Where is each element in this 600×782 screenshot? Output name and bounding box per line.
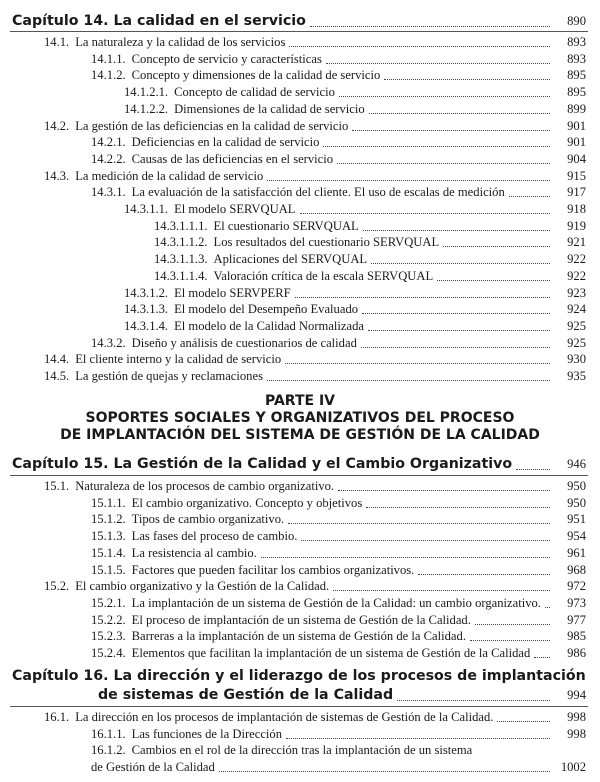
leader-dots	[545, 606, 550, 608]
entry-title: Elementos que facilitan la implantación de un sistema de Gestión de la Calidad	[131, 646, 531, 660]
leader-dots	[363, 229, 550, 231]
leader-dots	[384, 78, 550, 80]
entry-number: 15.1.2.	[91, 512, 126, 527]
entry-label	[44, 478, 334, 495]
entry-title: La implantación de un sistema de Gestión de la Calidad: un cambio organizativo.	[131, 595, 541, 610]
chapter-16-rule	[10, 706, 588, 707]
leader-dots	[301, 539, 550, 541]
leader-dots	[361, 346, 550, 348]
entry-title: Tipos de cambio organizativo.	[131, 512, 285, 527]
entry-number: 14.2.	[44, 118, 70, 133]
entry-number: 15.1.4.	[91, 545, 126, 560]
entry-title: Los resultados del cuestionario SERVQUAL	[213, 235, 440, 250]
toc-entry[interactable]	[0, 234, 600, 251]
entry-page: 951	[567, 512, 586, 527]
entry-number: 15.2.	[44, 579, 70, 594]
chapter-14-rule	[10, 31, 588, 32]
entry-label	[91, 184, 505, 201]
leader-dots	[267, 379, 550, 381]
entry-label	[91, 67, 380, 84]
entry-number: 14.3.1.1.2.	[154, 235, 208, 250]
leader-dots	[288, 522, 550, 524]
entry-title: El cambio organizativo. Concepto y objetivos	[131, 495, 363, 510]
entry-number: 16.1.1.	[91, 726, 126, 741]
entry-page: 924	[567, 302, 586, 317]
leader-dots	[516, 468, 550, 470]
entry-number: 14.4.	[44, 352, 70, 367]
chapter-16-heading-line2[interactable]	[0, 686, 600, 705]
entry-title: El proceso de implantación de un sistema de Gestión de la Calidad.	[131, 612, 471, 627]
entry-number: 14.5.	[44, 369, 70, 383]
entry-number: 15.1.	[44, 479, 70, 493]
leader-dots	[285, 362, 550, 364]
entry-number: 14.3.1.1.4.	[154, 268, 208, 283]
entry-page: 895	[567, 85, 586, 100]
entry-label	[44, 578, 329, 595]
entry-label	[91, 612, 471, 629]
entry-label	[91, 595, 541, 612]
chapter-14-heading[interactable]	[0, 12, 600, 31]
entry-title: Cambios en el rol de la dirección tras la implantación de un sistema	[131, 743, 473, 758]
entry-page: 950	[567, 479, 586, 493]
entry-number: 14.3.	[44, 168, 70, 183]
chapter-16-title-line1: Capítulo 16. La dirección y el liderazgo de los procesos de implantación	[12, 668, 586, 684]
entry-title: La gestión de quejas y reclamaciones	[75, 369, 263, 383]
toc-entry[interactable]	[0, 101, 600, 118]
entry-number: 14.3.1.1.3.	[154, 252, 208, 267]
entry-title: Factores que pueden facilitar los cambios organizativos.	[131, 562, 415, 577]
entry-page: 968	[567, 562, 586, 577]
toc-entry[interactable]	[0, 595, 600, 612]
entry-label	[124, 301, 358, 318]
toc-entry[interactable]	[0, 301, 600, 318]
chapter-14-page: 890	[567, 14, 586, 28]
entry-page: 925	[567, 335, 586, 350]
entry-page: 973	[567, 595, 586, 610]
leader-dots	[261, 556, 550, 558]
toc-entry[interactable]	[0, 134, 600, 151]
entry-page: 921	[567, 235, 586, 250]
entry-label	[44, 351, 281, 368]
toc-entry[interactable]	[0, 268, 600, 285]
entry-number: 14.1.1.	[91, 51, 126, 66]
leader-dots	[368, 329, 550, 331]
entry-number: 14.3.1.1.	[124, 202, 169, 216]
entry-number: 15.1.1.	[91, 495, 126, 510]
toc-entry[interactable]	[0, 51, 600, 68]
toc-entry[interactable]	[0, 742, 600, 759]
entry-label	[44, 118, 348, 135]
leader-dots	[369, 112, 550, 114]
entry-title: Barreras a la implantación de un sistema de Gestión de la Calidad.	[131, 629, 466, 644]
entry-label	[154, 268, 433, 285]
entry-label	[154, 234, 439, 251]
chapter-16-heading-line1[interactable]	[0, 667, 600, 686]
leader-dots	[418, 573, 550, 575]
toc-entry[interactable]	[0, 318, 600, 335]
leader-dots	[437, 279, 550, 281]
toc-entry[interactable]	[0, 759, 600, 776]
entry-label	[124, 318, 364, 335]
entry-page: 904	[567, 151, 586, 166]
entry-page: 901	[567, 135, 586, 150]
entry-title: El modelo SERVPERF	[174, 285, 291, 300]
entry-page: 901	[567, 118, 586, 133]
toc-entry[interactable]	[0, 67, 600, 84]
toc-entry[interactable]	[0, 218, 600, 235]
entry-title: de Gestión de la Calidad	[91, 760, 215, 775]
entry-label	[91, 511, 284, 528]
entry-title: La resistencia al cambio.	[131, 545, 257, 560]
toc-entry[interactable]	[0, 562, 600, 579]
entry-title: Dimensiones de la calidad de servicio	[174, 101, 365, 116]
entry-label	[91, 495, 362, 512]
toc-entry[interactable]	[0, 251, 600, 268]
leader-dots	[338, 489, 550, 491]
leader-dots	[267, 179, 550, 181]
entry-page: 919	[567, 218, 586, 233]
toc-entry[interactable]	[0, 201, 600, 218]
entry-page: 986	[567, 646, 586, 660]
entry-title: Aplicaciones del SERVQUAL	[213, 252, 368, 267]
entry-title: El modelo SERVQUAL	[174, 202, 296, 216]
entry-label	[44, 709, 493, 726]
entry-label	[44, 168, 263, 185]
entry-label	[124, 201, 296, 218]
entry-number: 15.1.5.	[91, 562, 126, 577]
entry-title: Causas de las deficiencias en el servicio	[131, 151, 334, 166]
entry-page: 998	[567, 710, 586, 724]
toc-entry[interactable]	[0, 495, 600, 512]
entry-label	[154, 251, 367, 268]
entry-page: 922	[567, 268, 586, 283]
entry-page: 923	[567, 285, 586, 300]
part-iv-title-line2: DE IMPLANTACIÓN DEL SISTEMA DE GESTIÓN DE LA CALIDAD	[60, 427, 540, 443]
entry-label	[91, 645, 530, 662]
entry-number: 14.3.1.2.	[124, 285, 169, 300]
entry-page: 925	[567, 318, 586, 333]
toc-entry[interactable]	[0, 511, 600, 528]
entry-title: El modelo de la Calidad Normalizada	[174, 318, 364, 333]
entry-page: 895	[567, 68, 586, 83]
entry-title: La dirección en los procesos de implantación de sistemas de Gestión de la Calidad.	[75, 710, 494, 724]
entry-label	[91, 51, 322, 68]
entry-title: Valoración crítica de la escala SERVQUAL	[213, 268, 434, 283]
entry-number: 14.1.	[44, 35, 70, 49]
entry-number: 14.3.1.1.1.	[154, 218, 208, 233]
leader-dots	[295, 296, 550, 298]
entry-label	[91, 562, 414, 579]
toc-entry[interactable]	[0, 645, 600, 662]
entry-page: 922	[567, 252, 586, 267]
entry-label	[44, 368, 263, 385]
chapter-16-title-line2: de sistemas de Gestión de la Calidad	[98, 687, 394, 703]
entry-page: 899	[567, 101, 586, 116]
entry-number: 16.1.	[44, 710, 70, 724]
toc-entry[interactable]	[0, 184, 600, 201]
entry-label	[91, 528, 297, 545]
leader-dots	[286, 737, 550, 739]
leader-dots	[323, 145, 550, 147]
entry-page: 985	[567, 629, 586, 644]
leader-dots	[366, 506, 550, 508]
entry-number: 14.3.1.4.	[124, 318, 169, 333]
toc-entry[interactable]	[0, 528, 600, 545]
entry-number: 14.1.2.1.	[124, 85, 169, 100]
entry-number: 14.3.1.	[91, 185, 126, 200]
part-iv-title-line1: SOPORTES SOCIALES Y ORGANIZATIVOS DEL PROCESO	[85, 410, 515, 426]
toc-entry[interactable]	[0, 612, 600, 629]
entry-number: 14.1.2.	[91, 68, 126, 83]
entry-title: Las funciones de la Dirección	[131, 726, 283, 741]
entry-label	[154, 218, 359, 235]
entry-label	[91, 726, 282, 743]
entry-page: 1002	[560, 760, 586, 775]
entry-title: La naturaleza y la calidad de los servicios	[75, 35, 286, 49]
entry-page: 935	[567, 369, 586, 383]
chapter-15-rule	[10, 475, 588, 476]
leader-dots	[289, 45, 550, 47]
entry-number: 15.2.1.	[91, 595, 126, 610]
chapter-14-title: Capítulo 14. La calidad en el servicio	[12, 13, 306, 29]
entry-number: 15.2.2.	[91, 612, 126, 627]
entry-page: 954	[567, 529, 586, 544]
leader-dots	[371, 262, 550, 264]
toc-entry[interactable]	[0, 726, 600, 743]
toc-entry[interactable]	[0, 285, 600, 302]
toc-entry[interactable]	[0, 34, 600, 51]
leader-dots	[326, 62, 550, 64]
entry-number: 15.2.3.	[91, 629, 126, 644]
entry-number: 15.1.3.	[91, 529, 126, 544]
entry-page: 893	[567, 51, 586, 66]
toc-entry[interactable]	[0, 545, 600, 562]
entry-title: Concepto de calidad de servicio	[174, 85, 335, 100]
entry-label	[91, 742, 472, 759]
entry-page: 977	[567, 612, 586, 627]
toc-entry[interactable]	[0, 628, 600, 645]
leader-dots	[300, 212, 550, 214]
leader-dots	[362, 312, 550, 314]
entry-title: Concepto de servicio y características	[131, 51, 322, 66]
entry-title: El cuestionario SERVQUAL	[213, 218, 359, 233]
toc-entry[interactable]	[0, 351, 600, 368]
entry-label	[124, 84, 335, 101]
toc-entry[interactable]	[0, 84, 600, 101]
chapter-16-page: 994	[567, 688, 586, 702]
entry-page: 950	[567, 495, 586, 510]
entry-page: 917	[567, 185, 586, 200]
entry-page: 918	[567, 202, 586, 216]
entry-number: 16.1.2.	[91, 743, 126, 758]
entry-page: 961	[567, 545, 586, 560]
leader-dots	[219, 770, 550, 772]
entry-number: 14.3.1.3.	[124, 302, 169, 317]
entry-page: 998	[567, 726, 586, 741]
leader-dots	[534, 656, 550, 658]
entry-title: Diseño y análisis de cuestionarios de calidad	[131, 335, 357, 350]
leader-dots	[470, 639, 550, 641]
toc-entry[interactable]	[0, 709, 600, 726]
entry-page: 930	[567, 352, 586, 367]
entry-number: 14.2.1.	[91, 135, 126, 150]
chapter-15-title: Capítulo 15. La Gestión de la Calidad y el Cambio Organizativo	[12, 456, 513, 472]
entry-label	[124, 285, 291, 302]
entry-title: La medición de la calidad de servicio	[75, 168, 264, 183]
entry-label	[44, 34, 285, 51]
toc-entry[interactable]	[0, 578, 600, 595]
entry-number: 15.2.4.	[91, 646, 126, 660]
entry-number: 14.3.2.	[91, 335, 126, 350]
entry-number: 14.1.2.2.	[124, 101, 169, 116]
leader-dots	[337, 162, 550, 164]
entry-label	[124, 101, 365, 118]
entry-label	[91, 628, 466, 645]
entry-title: El modelo del Desempeño Evaluado	[174, 302, 359, 317]
toc-entry[interactable]	[0, 118, 600, 135]
entry-title: La evaluación de la satisfacción del cliente. El uso de escalas de medición	[131, 185, 505, 200]
toc-entry[interactable]	[0, 151, 600, 168]
entry-title: Deficiencias en la calidad de servicio	[131, 135, 320, 150]
entry-label	[91, 151, 333, 168]
entry-title: La gestión de las deficiencias en la calidad de servicio	[75, 118, 349, 133]
leader-dots	[497, 720, 550, 722]
entry-label	[91, 134, 319, 151]
leader-dots	[310, 25, 550, 27]
entry-title: El cambio organizativo y la Gestión de la Calidad.	[75, 579, 330, 594]
toc-entry[interactable]	[0, 368, 600, 385]
toc-entry[interactable]	[0, 168, 600, 185]
leader-dots	[352, 129, 550, 131]
entry-label	[91, 335, 357, 352]
entry-title: Concepto y dimensiones de la calidad de servicio	[131, 68, 381, 83]
chapter-15-heading[interactable]	[0, 455, 600, 474]
entry-label	[91, 545, 257, 562]
entry-label	[91, 759, 215, 776]
leader-dots	[443, 245, 550, 247]
entry-title: Naturaleza de los procesos de cambio organizativo.	[75, 479, 335, 493]
leader-dots	[397, 699, 550, 701]
leader-dots	[339, 95, 550, 97]
toc-entry[interactable]	[0, 478, 600, 495]
toc-entry[interactable]	[0, 335, 600, 352]
leader-dots	[509, 195, 550, 197]
leader-dots	[333, 589, 550, 591]
entry-page: 972	[567, 579, 586, 594]
entry-number: 14.2.2.	[91, 151, 126, 166]
entry-title: Las fases del proceso de cambio.	[131, 529, 298, 544]
leader-dots	[475, 623, 550, 625]
part-iv-label: PARTE IV	[265, 393, 335, 409]
entry-title: El cliente interno y la calidad de servicio	[75, 352, 282, 367]
entry-page: 893	[567, 35, 586, 49]
chapter-15-page: 946	[567, 457, 586, 471]
entry-page: 915	[567, 168, 586, 183]
